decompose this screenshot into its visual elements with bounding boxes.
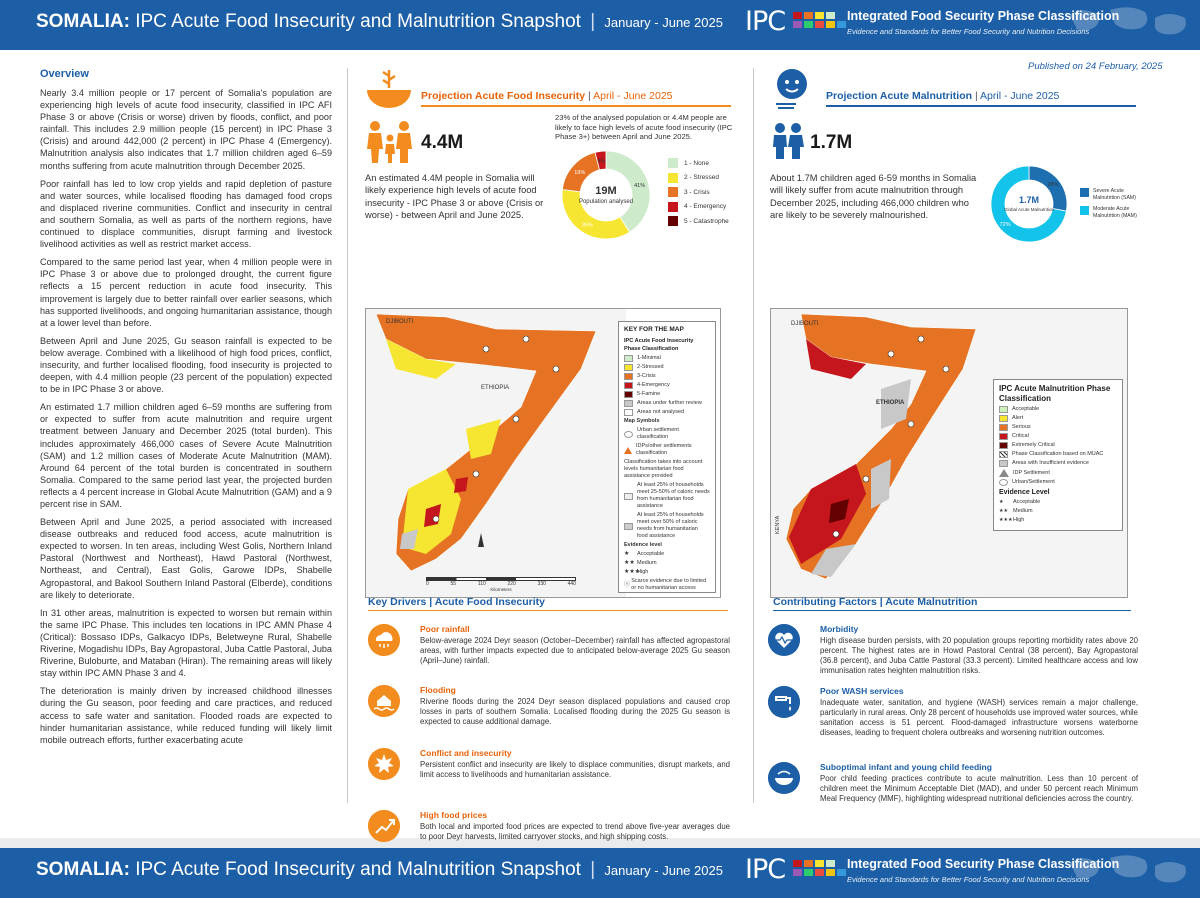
key-row: At least 25% of households meet over 50% of caloric needs from humanitarian food assistance	[624, 512, 710, 540]
ipc-logo[interactable]: IPC Integrated Food Security Phase Classification Evidence and Standards for Better Food Security and Nutrition Decisions	[745, 854, 1120, 885]
logo-square	[815, 860, 824, 867]
key-drivers-title: Key Drivers | Acute Food Insecurity	[368, 596, 546, 608]
malnutrition-panel-header	[768, 68, 1140, 116]
logo-square	[815, 869, 824, 876]
price-increase-icon	[368, 810, 400, 842]
legend-swatch	[1080, 188, 1089, 197]
legend-swatch	[1080, 206, 1089, 215]
driver-food-prices: High food prices Both local and imported food prices are expected to trend above five-year averages due to poor Deyr harvests, limited carryover stocks, and high shipping costs.	[368, 810, 733, 850]
legend-swatch	[668, 216, 678, 226]
donut-slice-label: 4%	[597, 158, 606, 165]
published-date: Published on 24 February, 2025	[1028, 61, 1163, 72]
water-tap-icon	[768, 686, 800, 718]
logo-square	[837, 869, 846, 876]
key-row: Phase Classification based on MUAC	[999, 451, 1117, 458]
key-row: 2-Stressed	[624, 364, 710, 371]
child-face-icon	[770, 68, 818, 112]
key-row: ★ Acceptable	[999, 499, 1041, 505]
document-title: SOMALIA: IPC Acute Food Insecurity and Malnutrition Snapshot | January - June 2025	[36, 11, 723, 32]
food-description: An estimated 4.4M people in Somalia will likely experience high levels of acute food insecurity - IPC Phase 3 or above (Crisis or worse) - between April and June 2025.	[365, 173, 544, 221]
logo-square	[793, 869, 802, 876]
donut-slice-label: 19%	[574, 169, 586, 176]
key-row: Critical	[999, 433, 1117, 440]
map-label: DJIBOUTI	[791, 321, 819, 327]
key-row: 1-Minimal	[624, 355, 710, 362]
ipc-logo-squares	[793, 12, 846, 28]
key-row: ★★ Medium	[624, 560, 657, 566]
key-row: ★★★ High	[624, 569, 649, 575]
key-row: At least 25% of households meet 25-50% of caloric needs from humanitarian food assistance	[624, 482, 710, 510]
legend-item: Severe Acute Malnutrition (SAM)	[1080, 188, 1140, 202]
logo-square	[837, 21, 846, 28]
header-banner	[0, 0, 1200, 50]
document-title: SOMALIA: IPC Acute Food Insecurity and Malnutrition Snapshot | January - June 2025	[36, 859, 723, 880]
section-rule	[368, 610, 728, 611]
factor-morbidity: Morbidity High disease burden persists, with 20 population groups reporting morbidity rates above 20 percent. The highest rates are in Howd Pastoral Central (38 percent), Bay Agropastoral (36.8 percent), and Juba Cattle Pastoral (33.3 percent). Limited healthcare access and low immunisation rates heighten malnutrition risks.	[768, 624, 1140, 682]
section-rule	[773, 610, 1131, 611]
legend-swatch	[668, 202, 678, 212]
malnutrition-legend	[1080, 188, 1140, 220]
key-row: Serious	[999, 424, 1117, 431]
legend-item: 3 - Crisis	[668, 185, 738, 200]
feeding-bowl-icon	[768, 762, 800, 794]
world-map-icon	[1060, 848, 1200, 898]
overview-paragraph: Between April and June 2025, Gu season rainfall is expected to be below average. Combined with a likelihood of high food prices, conflict, insecurity, and further localised flooding, food insecurity is projected to deepen, with 4.4 million people (23 percent of the population) expected to be in IPC Phase 3 or above.	[40, 335, 332, 395]
malnutrition-map-key: IPC Acute Malnutrition Phase Classification Acceptable Alert Serious Critical Extremely Critical Phase Classification based on MUAC Areas with Insufficient evidence IDP Settlement Urban/Settlement Evidence Level ★ Acceptable ★★ Medium ★★★ High	[993, 379, 1123, 531]
donut-slice-label: 72%	[999, 221, 1011, 228]
contributing-factors-title: Contributing Factors | Acute Malnutrition	[773, 596, 978, 608]
food-legend	[668, 156, 738, 229]
food-map-scale: 0 55 110 220 330 440 Kilometers	[426, 577, 576, 595]
logo-square	[804, 869, 813, 876]
key-row: Urban settlement classification	[624, 427, 710, 441]
world-map-icon	[1060, 0, 1200, 50]
donut-center-label: Population analysed	[578, 199, 634, 205]
logo-square	[793, 21, 802, 28]
legend-item: 4 - Emergency	[668, 200, 738, 215]
map-label: ETHIOPIA	[481, 385, 510, 391]
malnutrition-big-number: 1.7M	[810, 132, 853, 153]
overview-paragraph: An estimated 1.7 million children aged 6–59 months are suffering from or expected to suffer from acute malnutrition and require urgent treatment between January and December 2025 (total burden). This includes approximately 466,000 cases of Severe Acute Malnutrition (SAM) and 1.2 million cases of Moderate Acute Malnutrition (MAM). Around 64 percent of the total burden is concentrated in southern Somalia. Compared to the same period last year, the projected burden reflects a 4 percent increase in Global Acute Malnutrition (GAM) and a 9 percent rise in SAM.	[40, 402, 332, 509]
map-label: ETHIOPIA	[876, 400, 905, 406]
logo-square	[837, 860, 846, 867]
logo-square	[826, 869, 835, 876]
food-bowl-icon	[365, 68, 413, 112]
key-row: ★ Acceptable	[624, 551, 665, 557]
rain-cloud-icon	[368, 624, 400, 656]
map-label: DJIBOUTI	[386, 319, 414, 325]
food-panel-title: Projection Acute Food Insecurity | April - June 2025	[421, 90, 673, 102]
logo-square	[826, 12, 835, 19]
logo-square	[826, 860, 835, 867]
key-row: ★★★ High	[999, 517, 1025, 523]
logo-square	[815, 12, 824, 19]
key-row: IDP Settlement	[999, 469, 1117, 477]
legend-item: Moderate Acute Malnutrition (MAM)	[1080, 206, 1140, 220]
column-divider	[753, 68, 754, 803]
overview-paragraph: Poor rainfall has led to low crop yields and rapid depletion of pasture and water sources, while localised flooding has damaged food crops and displaced riverine communities. Conflict and insecurity in central and southern Somalia, as well as parts of the northern regions, have continued to displace communities, disrupt farming and livestock livelihood activities as well as restrict market access.	[40, 178, 332, 250]
malnutrition-description: About 1.7M children aged 6-59 months in Somalia will likely suffer from acute malnutrition through December 2025, including 466,000 children who are likely to be severely malnourished.	[770, 173, 977, 221]
overview-heading: Overview	[40, 68, 89, 80]
donut-slice-label: 36%	[581, 222, 593, 229]
driver-conflict: Conflict and insecurity Persistent conflict and insecurity are likely to displace communities, disrupt markets, and limit access to livelihoods and humanitarian assistance.	[368, 748, 733, 788]
panel-title-rule	[421, 105, 731, 107]
column-divider	[347, 68, 348, 803]
key-row: Acceptable	[999, 406, 1117, 413]
donut-center-value: 19M	[595, 185, 617, 197]
ipc-logo[interactable]: IPC Integrated Food Security Phase Classification Evidence and Standards for Better Food Security and Nutrition Decisions	[745, 6, 1120, 37]
food-insecurity-map[interactable]	[365, 308, 721, 598]
factor-infant-feeding: Suboptimal infant and young child feeding Poor child feeding practices contribute to acute malnutrition. Less than 10 percent of children meet the Minimum Acceptable Diet (MAD), and under 50 percent reach Minimum Meal Frequency (MMF), highlighting widespread nutritional deficiencies across the country.	[768, 762, 1140, 820]
logo-square	[826, 21, 835, 28]
donut-slice-label: 41%	[634, 183, 646, 190]
snapshot-page	[0, 50, 1200, 841]
heart-pulse-icon	[768, 624, 800, 656]
overview-paragraph: Compared to the same period last year, when 4 million people were in IPC Phase 3 or above due to prolonged drought, the current figure reflects a 15 percent reduction in acute food insecurity. This improvement is largely due to better rainfall over earlier seasons, which has supported livelihoods, and ongoing humanitarian assistance, though at a lower level than before.	[40, 257, 332, 328]
food-map-key: KEY FOR THE MAP IPC Acute Food Insecurity Phase Classification 1-Minimal 2-Stressed 3-Crisis 4-Emergency 5-Famine Areas under further review Areas not analysed Map Symbols Urban settlement classification IDPs/other settlements classification Classification takes into account levels humanitarian food assistance provided At least 25% of households meet 25-50% of caloric needs from humanitarian food assistance At least 25% of households meet over 50% of caloric needs from humanitarian food assistance Evidence level ★ Acceptable ★★ Medium ★★★ High ⓢ Scarce evidence due to limited or no humanitarian access	[618, 321, 716, 593]
legend-swatch	[668, 187, 678, 197]
key-row: 5-Famine	[624, 391, 710, 398]
logo-square	[804, 860, 813, 867]
factor-wash: Poor WASH services Inadequate water, sanitation, and hygiene (WASH) services remain a major challenge, particularly in rural areas. Only 28 percent of households use improved water sources, while sanitation access is 51 percent. Flood-damaged infrastructure worsens waterborne diseases, leading to frequent cholera outbreaks and worsening nutrition outcomes.	[768, 686, 1140, 754]
overview-paragraph: In 31 other areas, malnutrition is expected to worsen but remain within the same IPC Phase. This includes ten locations in IPC AMN Phase 4 (Critical): Bossaso IDPs, Galkacyo IDPs, Beletweyne Rural, Shabelle Riverine, Mogadishu IDPs, Bay Agropastoral, Juba Cattle Pastoral, Juba Riverine, Buloburte, and Mataban (Hiran). The remaining areas will likely stay within IPC AMN Phase 3 and 4.	[40, 607, 332, 679]
food-big-number: 4.4M	[421, 132, 464, 153]
logo-square	[793, 860, 802, 867]
flood-icon	[368, 685, 400, 717]
ipc-logo-squares	[793, 860, 846, 876]
donut-center-label: Global Acute Malnutrition	[1003, 207, 1055, 212]
malnutrition-map[interactable]	[770, 308, 1128, 598]
driver-flooding: Flooding Riverine floods during the 2024 Deyr season displaced populations and caused crop losses in parts of southern Somalia. Localised flooding during the 2025 Gu season is expected to cause additional damage.	[368, 685, 733, 735]
logo-square	[804, 12, 813, 19]
footer-banner	[0, 848, 1200, 898]
key-row: 3-Crisis	[624, 373, 710, 380]
key-row: IDPs/other settlements classification	[624, 443, 710, 457]
key-row: ★★ Medium	[999, 508, 1033, 514]
logo-square	[815, 21, 824, 28]
overview-paragraph: Between April and June 2025, a period associated with increased disease outbreaks and reduced food access, acute malnutrition is expected to worsen. In ten areas, including West Golis, Northern Inland Pastoral (Northwest and Northeast), Hawd Pastoral (Northwest, Northeast, and Central), East Golis, Garowe IDPs, Shabelle Agropastoral, and Bakool Southern Inland Pastoral (Elberde), conditions are likely to deteriorate.	[40, 517, 332, 600]
food-donut-chart	[559, 148, 653, 242]
donut-center-value: 1.7M	[1018, 195, 1040, 205]
family-people-icon	[366, 120, 414, 164]
food-panel-header	[363, 68, 735, 116]
overview-paragraph: The deterioration is mainly driven by increased childhood illnesses during the Gu season, poor feeding and care practices, and reduced access to safe water and sanitation. Flooded roads are expected to hinder humanitarian assistance, while reduced funding will likely limit mobile outreach efforts, further exacerbating acute	[40, 686, 332, 745]
legend-swatch	[668, 158, 678, 168]
logo-square	[804, 21, 813, 28]
key-row: Urban/Settlement	[999, 479, 1117, 486]
key-row: 4-Emergency	[624, 382, 710, 389]
overview-paragraph: Nearly 3.4 million people or 17 percent of Somalia's population are experiencing high levels of acute food insecurity, classified in IPC AFI Phase 3 or above (Crisis or worse) driven by floods, conflict, and poor rainfall. This includes 2.9 million people (15 percent) in IPC Phase 3 (Crisis) and around 442,000 (2 percent) in IPC Phase 4 (Emergency). Malnutrition analysis also indicates that 1.7 million children aged 6–59 months suffering from acute malnutrition through December 2025.	[40, 88, 332, 171]
legend-item: 5 - Catastrophe	[668, 214, 738, 229]
logo-square	[837, 12, 846, 19]
legend-item: 1 - None	[668, 156, 738, 171]
key-row: Areas under further review	[624, 400, 710, 407]
key-row: Areas not analysed	[624, 409, 710, 416]
donut-slice-label: 28%	[1047, 182, 1059, 189]
key-row: Areas with Insufficient evidence	[999, 460, 1117, 467]
legend-item: 2 - Stressed	[668, 171, 738, 186]
key-row: Alert	[999, 415, 1117, 422]
driver-poor-rainfall: Poor rainfall Below-average 2024 Deyr season (October–December) rainfall has affected agropastoral areas, with further impacts expected due to anticipated below-average 2025 Gu season (April–June) rainfall.	[368, 624, 733, 674]
legend-swatch	[668, 173, 678, 183]
conflict-burst-icon	[368, 748, 400, 780]
children-icon	[771, 122, 805, 160]
panel-title-rule	[826, 105, 1136, 107]
malnutrition-donut-chart	[988, 163, 1070, 245]
map-label: KENYA	[775, 515, 781, 534]
key-row: ⓢ Scarce evidence due to limited or no humanitarian access	[624, 578, 707, 591]
key-row: Extremely Critical	[999, 442, 1117, 449]
overview-section	[40, 68, 332, 752]
logo-square	[793, 12, 802, 19]
food-insecurity-panel	[363, 68, 735, 841]
malnutrition-panel-title: Projection Acute Malnutrition | April - June 2025	[826, 90, 1060, 102]
food-note: 23% of the analysed population or 4.4M people are likely to face high levels of acute food insecurity (IPC Phase 3+) between April and June 2025.	[555, 113, 733, 141]
malnutrition-panel	[768, 68, 1140, 803]
